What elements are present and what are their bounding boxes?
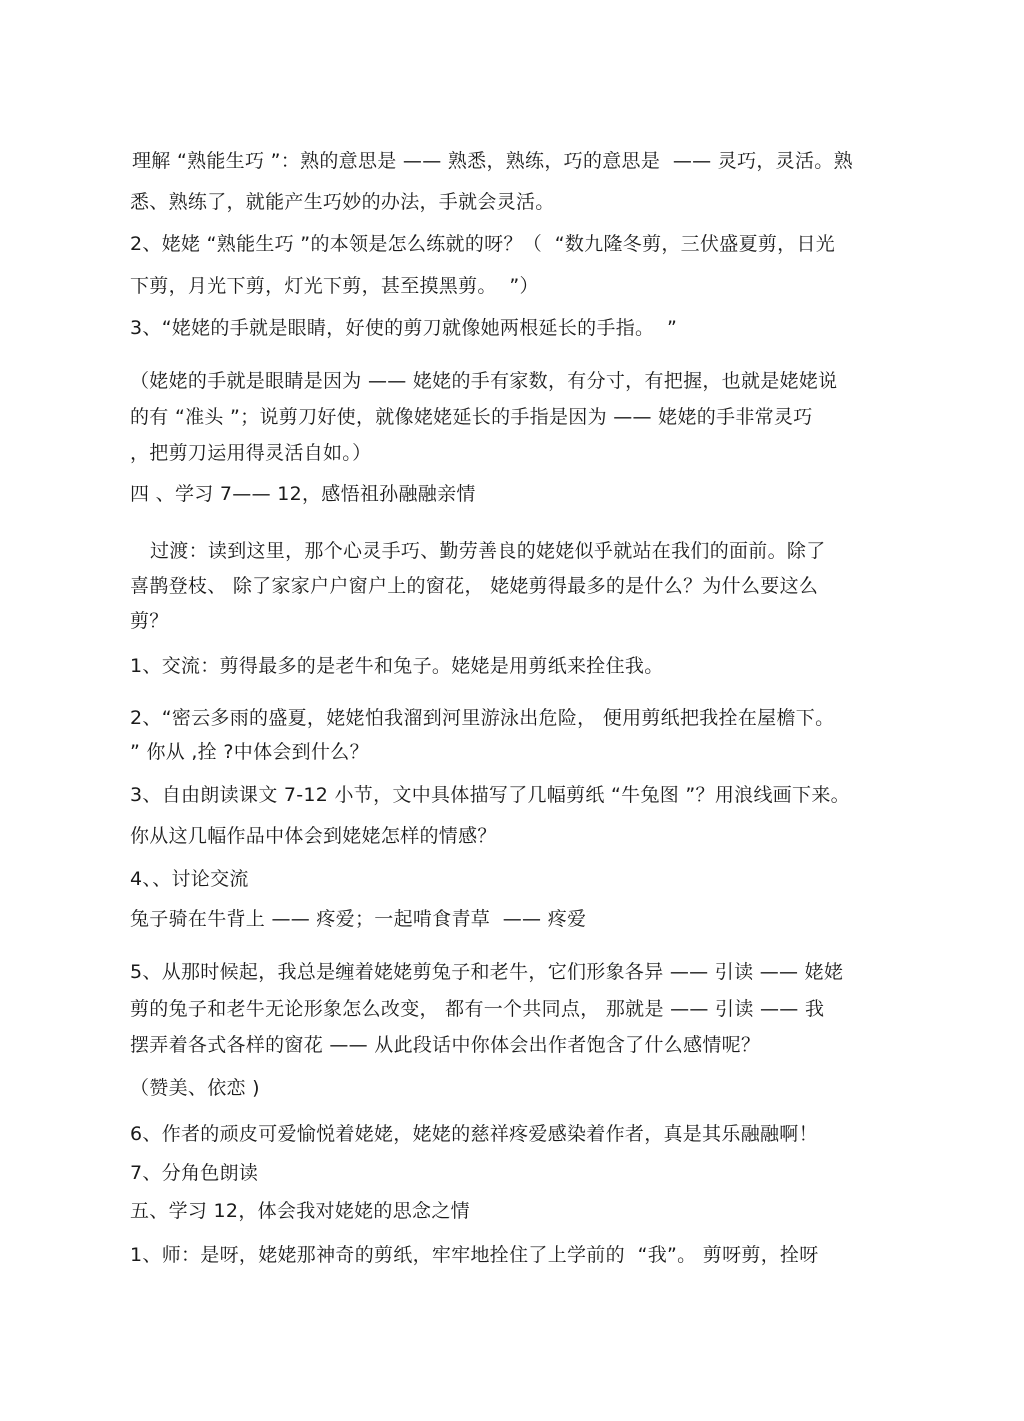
text-line: 过渡：读到这里，那个心灵手巧、勤劳善良的姥姥似乎就站在我们的面前。除了	[150, 540, 826, 562]
text-line: 理解 “熟能生巧 ”：熟的意思是 —— 熟悉，熟练，巧的意思是 —— 灵巧，灵活。熟	[132, 150, 853, 172]
text-line: 剪？	[130, 610, 169, 632]
text-line: （赞美、依恋 )	[130, 1077, 260, 1099]
text-line: 4、、讨论交流	[130, 868, 249, 890]
text-line: 6、作者的顽皮可爱愉悦着姥姥，姥姥的慈祥疼爱感染着作者，真是其乐融融啊！	[130, 1123, 818, 1145]
text-line: 2、“密云多雨的盛夏，姥姥怕我溜到河里游泳出危险， 便用剪纸把我拴在屋檐下。	[130, 707, 835, 729]
text-line: （姥姥的手就是眼睛是因为 —— 姥姥的手有家数，有分寸，有把握，也就是姥姥说	[130, 370, 838, 392]
text-line: ，把剪刀运用得灵活自如。）	[130, 442, 372, 464]
section-heading: 四 、学习 7—— 12，感悟祖孙融融亲情	[130, 483, 476, 505]
text-line: 3、“姥姥的手就是眼睛，好使的剪刀就像她两根延长的手指。 ”	[130, 317, 678, 339]
text-line: 悉、熟练了，就能产生巧妙的办法，手就会灵活。	[130, 191, 555, 213]
section-heading: 五、学习 12，体会我对姥姥的思念之情	[130, 1200, 470, 1222]
text-line: 下剪，月光下剪，灯光下剪，甚至摸黑剪。 ”）	[130, 275, 539, 297]
text-line: 7、分角色朗读	[130, 1162, 259, 1184]
text-line: 1、交流：剪得最多的是老牛和兔子。姥姥是用剪纸来拴住我。	[130, 655, 664, 677]
text-line: 兔子骑在牛背上 —— 疼爱；一起啃食青草 —— 疼爱	[130, 908, 587, 930]
text-line: 剪的兔子和老牛无论形象怎么改变， 都有一个共同点， 那就是 —— 引读 —— 我	[130, 998, 825, 1020]
text-line: 3、自由朗读课文 7-12 小节，文中具体描写了几幅剪纸 “牛兔图 ”？用浪线画下来。	[130, 784, 850, 806]
text-line: 2、姥姥 “熟能生巧 ”的本领是怎么练就的呀？（ “数九隆冬剪，三伏盛夏剪，日光	[130, 233, 836, 255]
text-line: 5、从那时候起，我总是缠着姥姥剪兔子和老牛，它们形象各异 —— 引读 —— 姥姥	[130, 961, 844, 983]
text-line: 1、师：是呀，姥姥那神奇的剪纸，牢牢地拴住了上学前的 “我”。 剪呀剪，拴呀	[130, 1244, 819, 1266]
text-line: ” 你从 ,拴 ?中体会到什么？	[130, 741, 369, 763]
text-line: 你从这几幅作品中体会到姥姥怎样的情感？	[130, 825, 497, 847]
text-line: 摆弄着各式各样的窗花 —— 从此段话中你体会出作者饱含了什么感情呢？	[130, 1034, 761, 1056]
text-line: 喜鹊登枝、 除了家家户户窗户上的窗花， 姥姥剪得最多的是什么？为什么要这么	[130, 575, 819, 597]
text-line: 的有 “准头 ”；说剪刀好使，就像姥姥延长的手指是因为 —— 姥姥的手非常灵巧	[130, 406, 813, 428]
